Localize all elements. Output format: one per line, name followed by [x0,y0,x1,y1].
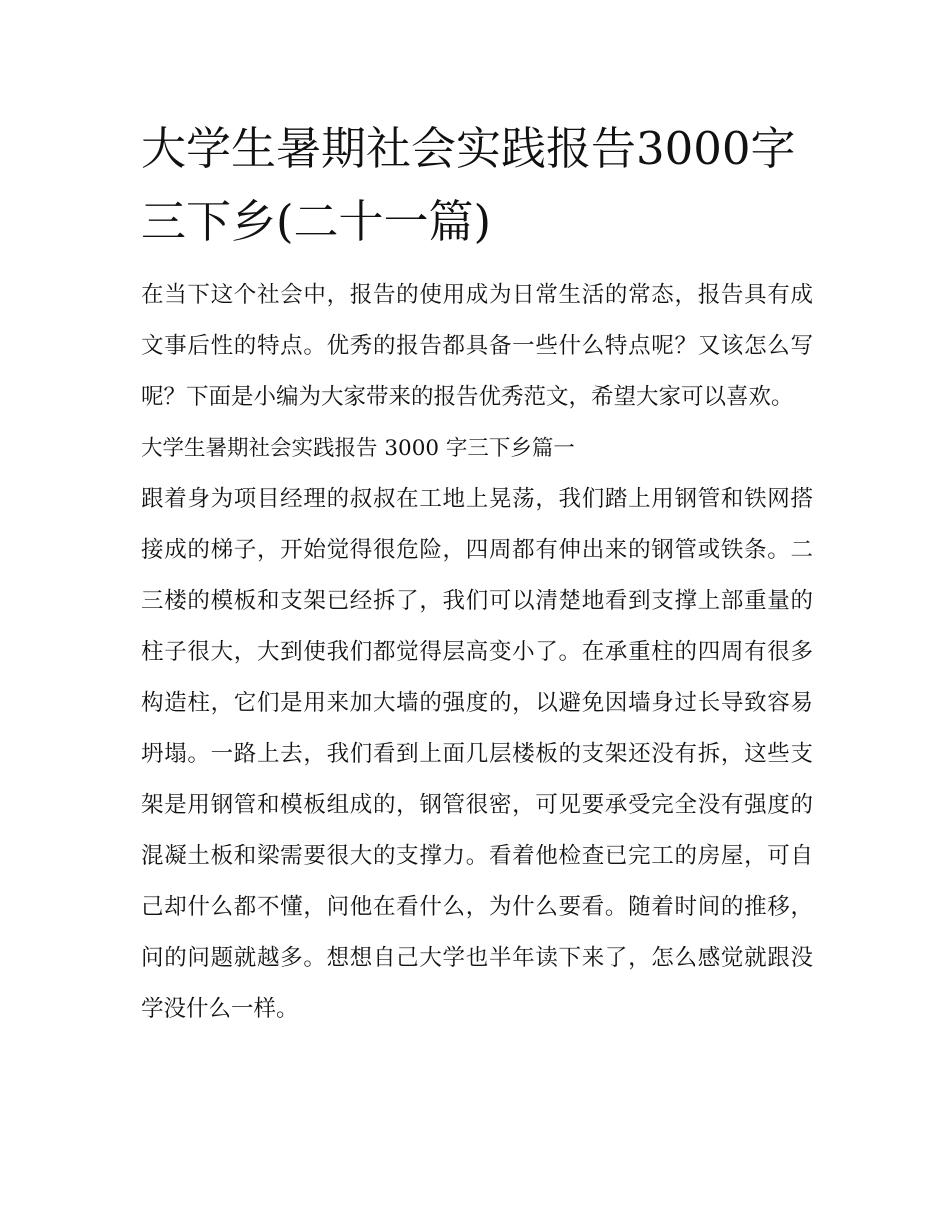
document-content [141,112,813,1035]
body-paragraph: 跟着身为项目经理的叔叔在工地上晃荡，我们踏上用钢管和铁网搭接成的梯子，开始觉得很危险，四周都有伸出来的钢管或铁条。二三楼的模板和支架已经拆了，我们可以清楚地看到支撑上部重量的柱子很大，大到使我们都觉得层高变小了。在承重柱的四周有很多构造柱，它们是用来加大墙的强度的，以避免因墙身过长导致容易坍塌。一路上去，我们看到上面几层楼板的支架还没有拆，这些支架是用钢管和模板组成的，钢管很密，可见要承受完全没有强度的混凝土板和梁需要很大的支撑力。看着他检查已完工的房屋，可自己却什么都不懂，问他在看什么，为什么要看。随着时间的推移，问的问题就越多。想想自己大学也半年读下来了，怎么感觉就跟没学没什么一样。 [141,486,813,1022]
document-title: 大学生暑期社会实践报告3000字三下乡(二十一篇) [141,122,796,248]
intro-paragraph: 在当下这个社会中，报告的使用成为日常生活的常态，报告具有成文事后性的特点。优秀的报告都具备一些什么特点呢？又该怎么写呢？下面是小编为大家带来的报告优秀范文，希望大家可以喜欢。 [141,282,813,410]
section-heading: 大学生暑期社会实践报告 3000 字三下乡篇一 [141,436,575,461]
